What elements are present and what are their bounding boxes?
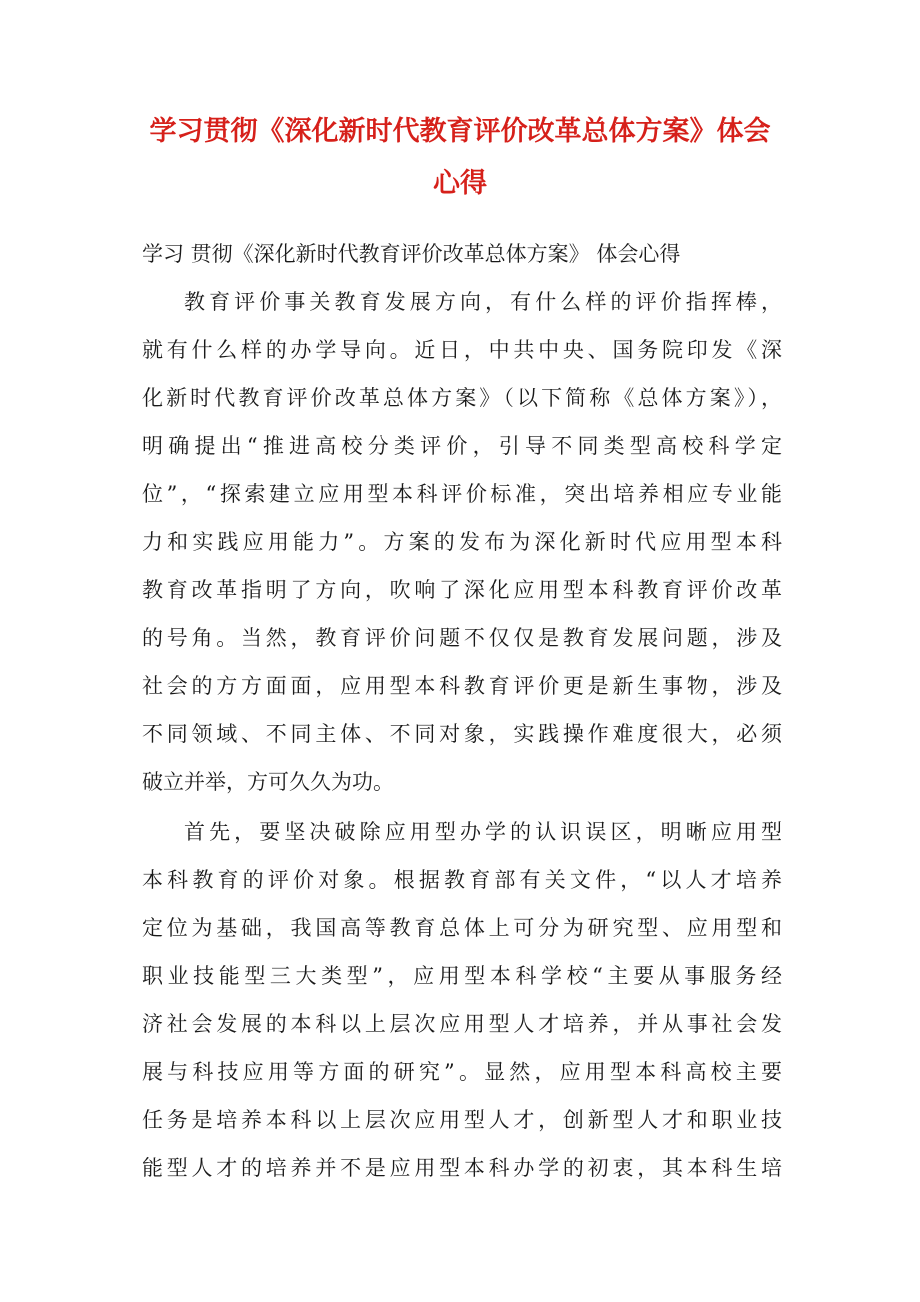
paragraph-line: 力和实践应用能力”。方案的发布为深化新时代应用型本科 <box>142 530 782 554</box>
paragraph-line: 社会的方方面面，应用型本科教育评价更是新生事物，涉及 <box>142 674 782 698</box>
paragraph-line: 任务是培养本科以上层次应用型人才，创新型人才和职业技 <box>142 1108 782 1132</box>
paragraph-line: 济社会发展的本科以上层次应用型人才培养，并从事社会发 <box>142 1012 782 1036</box>
paragraph-line: 化新时代教育评价改革总体方案》（以下简称《总体方案》）， <box>142 386 782 410</box>
paragraph-line: 位”，“探索建立应用型本科评价标准，突出培养相应专业能 <box>142 482 782 506</box>
document-subtitle: 学习 贯彻《深化新时代教育评价改革总体方案》 体会心得 <box>142 242 681 266</box>
paragraph-line: 能型人才的培养并不是应用型本科办学的初衷，其本科生培 <box>142 1156 782 1180</box>
paragraph-line: 首先，要坚决破除应用型办学的认识误区，明晰应用型 <box>184 820 782 844</box>
paragraph-line: 教育改革指明了方向，吹响了深化应用型本科教育评价改革 <box>142 578 782 602</box>
paragraph-1 <box>142 278 782 806</box>
document-title <box>140 106 780 210</box>
paragraph-line: 本科教育的评价对象。根据教育部有关文件，“以人才培养 <box>142 868 782 892</box>
title-line-2: 心得 <box>433 168 487 199</box>
paragraph-line: 展与科技应用等方面的研究”。显然，应用型本科高校主要 <box>142 1060 782 1084</box>
paragraph-2 <box>142 808 782 1192</box>
paragraph-line: 不同领域、不同主体、不同对象，实践操作难度很大，必须 <box>142 722 782 746</box>
paragraph-line: 的号角。当然，教育评价问题不仅仅是教育发展问题，涉及 <box>142 626 782 650</box>
paragraph-line: 明确提出“推进高校分类评价，引导不同类型高校科学定 <box>142 434 782 458</box>
paragraph-line: 破立并举，方可久久为功。 <box>142 770 394 794</box>
paragraph-line: 就有什么样的办学导向。近日，中共中央、国务院印发《深 <box>142 338 782 362</box>
paragraph-line: 职业技能型三大类型”，应用型本科学校“主要从事服务经 <box>142 964 782 988</box>
paragraph-line: 教育评价事关教育发展方向，有什么样的评价指挥棒， <box>184 290 782 314</box>
paragraph-line: 定位为基础，我国高等教育总体上可分为研究型、应用型和 <box>142 916 782 940</box>
title-line-1: 学习贯彻《深化新时代教育评价改革总体方案》体会 <box>149 116 771 147</box>
